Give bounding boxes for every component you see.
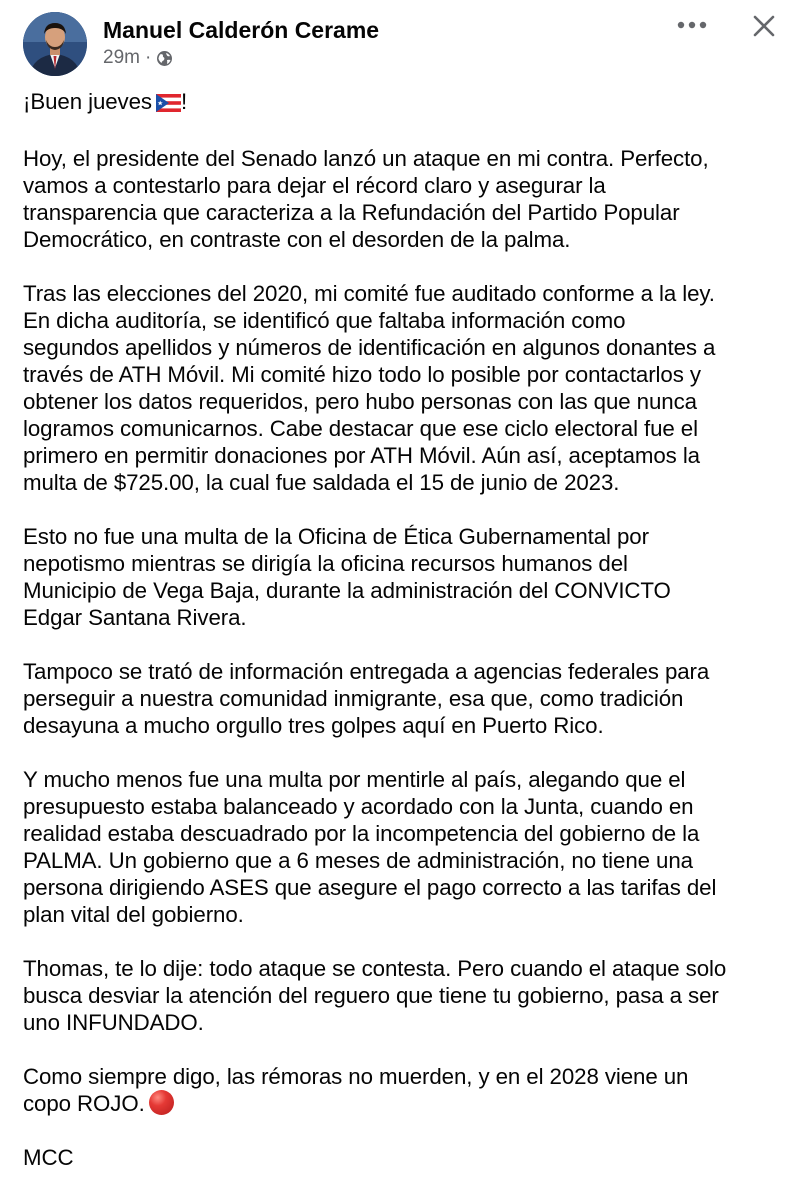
post-time[interactable]: 29m xyxy=(103,47,140,68)
closing-paragraph xyxy=(23,1063,793,1117)
greeting-text: ¡Buen jueves xyxy=(23,89,152,114)
closing-text: Como siempre digo, las rémoras no muerden, y en el 2028 viene un copo ROJO. xyxy=(23,1064,689,1116)
meta-separator: · xyxy=(144,47,152,68)
paragraph-3: Esto no fue una multa de la Oficina de Ética Gubernamental por nepotismo mientras se dirigía la oficina recursos humanos del Municipio de Vega Baja, durante la administración del CONVICTO Edgar Santana Rivera. xyxy=(23,524,671,630)
close-icon xyxy=(753,15,775,37)
signature: MCC xyxy=(23,1145,74,1170)
puerto-rico-flag-icon xyxy=(156,91,181,118)
paragraph-4: Tampoco se trató de información entregada a agencias federales para perseguir a nuestra comunidad inmigrante, esa que, como tradición desayuna a mucho orgullo tres golpes aquí en Puerto Rico. xyxy=(23,659,710,738)
avatar[interactable] xyxy=(23,12,87,76)
paragraph-1: Hoy, el presidente del Senado lanzó un ataque en mi contra. Perfecto, vamos a contestarlo para dejar el récord claro y asegurar la transparencia que caracteriza a la Refundación del Partido Popular Democrático, en contraste con el desorden de la palma. xyxy=(23,146,709,252)
globe-icon xyxy=(156,50,173,67)
close-button[interactable] xyxy=(746,8,782,44)
author-name[interactable]: Manuel Calderón Cerame xyxy=(103,17,380,43)
red-circle-icon xyxy=(149,1090,174,1115)
more-options-icon xyxy=(677,21,707,29)
post-body xyxy=(23,88,793,1198)
paragraph-6: Thomas, te lo dije: todo ataque se contesta. Pero cuando el ataque solo busca desviar la atención del reguero que tiene tu gobierno, pasa a ser uno INFUNDADO. xyxy=(23,956,727,1035)
avatar-photo xyxy=(23,12,87,76)
paragraph-5: Y mucho menos fue una multa por mentirle al país, alegando que el presupuesto estaba balanceado y acordado con la Junta, cuando en realidad estaba descuadrado por la incompetencia del gobierno de la PALMA. Un gobierno que a 6 meses de administración, no tiene una persona dirigiendo ASES que asegure el pago correcto a las tarifas del plan vital del gobierno. xyxy=(23,767,717,927)
greeting-end: ! xyxy=(180,89,188,114)
post-header xyxy=(0,0,800,80)
post-meta xyxy=(103,47,173,69)
more-options-button[interactable] xyxy=(672,8,712,42)
greeting xyxy=(23,88,793,118)
paragraph-2: Tras las elecciones del 2020, mi comité fue auditado conforme a la ley. En dicha auditoría, se identificó que faltaba información como segundos apellidos y números de identificación en algunos donantes a través de ATH Móvil. Mi comité hizo todo lo posible por contactarlos y obtener los datos requeridos, pero hubo personas con las que nunca logramos comunicarnos. Cabe destacar que ese ciclo electoral fue el primero en permitir donaciones por ATH Móvil. Aún así, aceptamos la multa de $725.00, la cual fue saldada el 15 de junio de 2023. xyxy=(23,281,716,495)
